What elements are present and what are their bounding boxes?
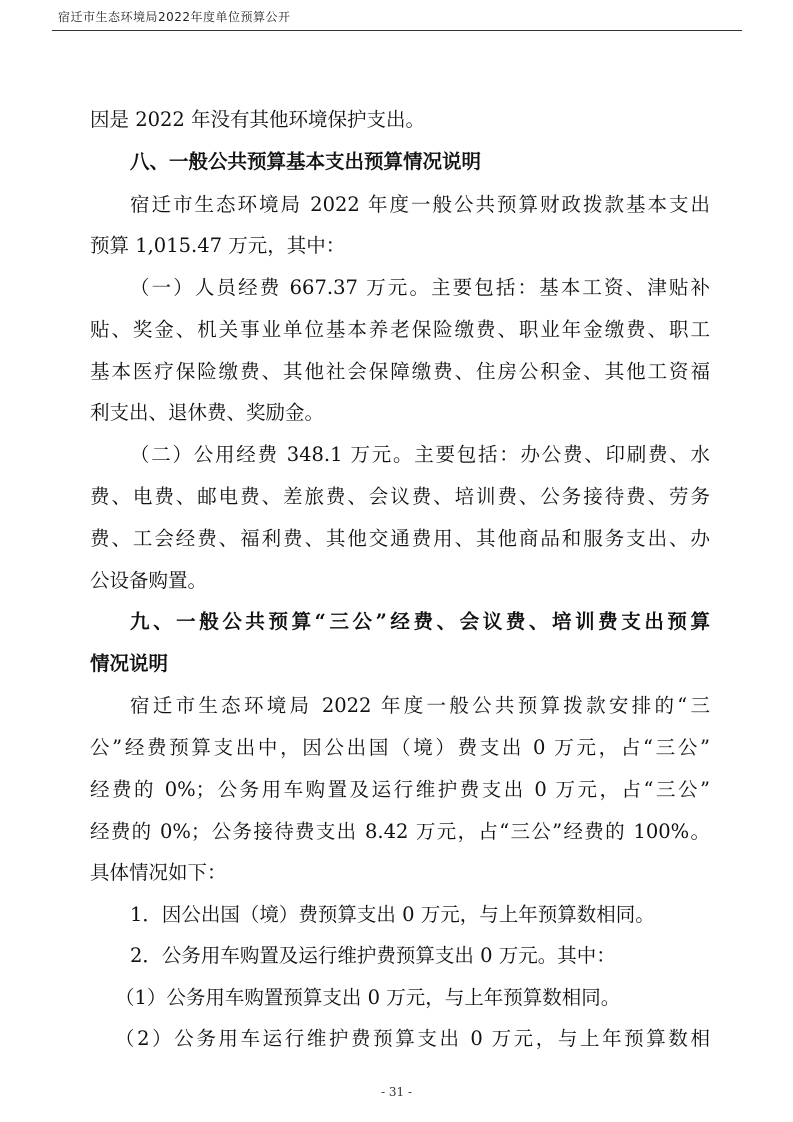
body-line: 费、电费、邮电费、差旅费、会议费、培训费、公务接待费、劳务: [90, 485, 710, 508]
body-line: 因是 2022 年没有其他环境保护支出。: [90, 108, 426, 131]
section-heading-8: 八、一般公共预算基本支出预算情况说明: [130, 150, 482, 173]
body-line: 贴、奖金、机关事业单位基本养老保险缴费、职业年金缴费、职工: [90, 318, 710, 341]
body-line: 经费的 0%；公务用车购置及运行维护费支出 0 万元，占“三公”: [90, 778, 710, 801]
body-line: （二）公用经费 348.1 万元。主要包括：办公费、印刷费、水: [130, 443, 710, 466]
body-line: 费、工会经费、福利费、其他交通费用、其他商品和服务支出、办: [90, 527, 710, 550]
body-line: 经费的 0%；公务接待费支出 8.42 万元，占“三公”经费的 100%。: [90, 820, 710, 843]
section-heading-9: 九、一般公共预算“三公”经费、会议费、培训费支出预算: [130, 610, 710, 633]
section-heading-9-cont: 情况说明: [90, 652, 169, 675]
body-line: 公”经费预算支出中，因公出国（境）费支出 0 万元，占“三公”: [90, 736, 710, 759]
body-line: （一）人员经费 667.37 万元。主要包括：基本工资、津贴补: [130, 276, 710, 299]
list-item: 2．公务用车购置及运行维护费预算支出 0 万元。其中：: [130, 944, 616, 967]
header-divider: [52, 30, 742, 31]
body-line: 预算 1,015.47 万元，其中：: [90, 234, 346, 257]
body-line: 宿迁市生态环境局 2022 年度一般公共预算财政拨款基本支出: [130, 193, 710, 216]
body-line: 具体情况如下：: [90, 861, 227, 884]
running-header: 宿迁市生态环境局2022年度单位预算公开: [58, 10, 291, 24]
list-subitem: （2）公务用车运行维护费预算支出 0 万元，与上年预算数相: [115, 1027, 710, 1050]
list-subitem: （1）公务用车购置预算支出 0 万元，与上年预算数相同。: [115, 986, 621, 1009]
list-item: 1．因公出国（境）费预算支出 0 万元，与上年预算数相同。: [130, 903, 655, 926]
body-line: 基本医疗保险缴费、其他社会保障缴费、住房公积金、其他工资福: [90, 360, 710, 383]
body-line: 宿迁市生态环境局 2022 年度一般公共预算拨款安排的“三: [130, 694, 710, 717]
body-line: 利支出、退休费、奖励金。: [90, 401, 325, 424]
page-number: - 31 -: [380, 1085, 412, 1099]
body-line: 公设备购置。: [90, 569, 208, 592]
